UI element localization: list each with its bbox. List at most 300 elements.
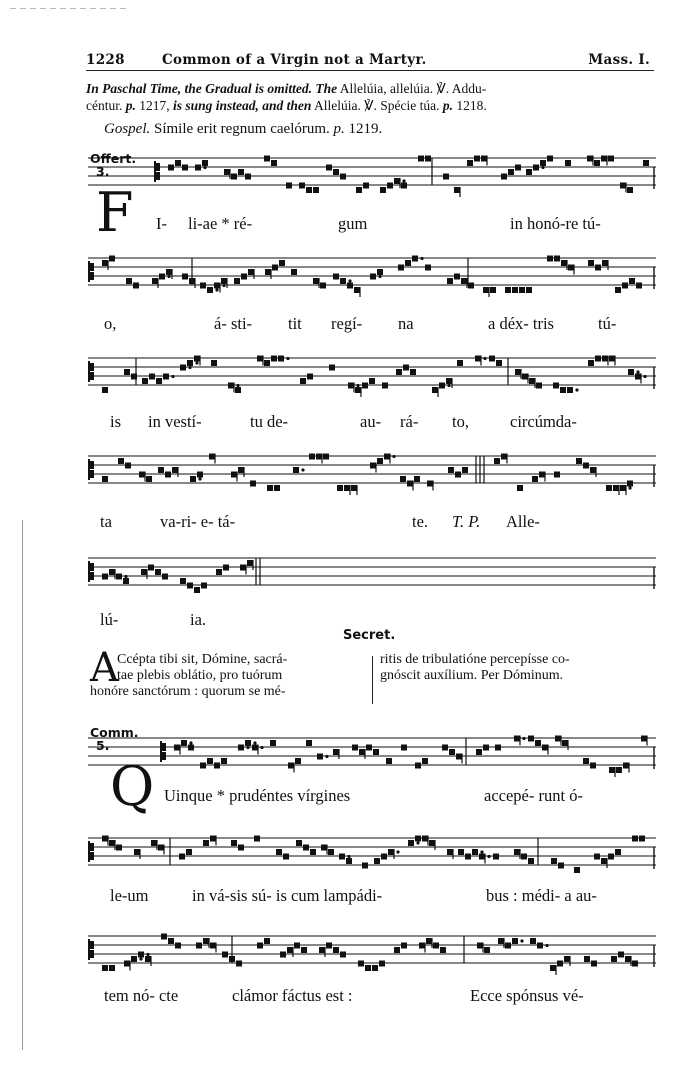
- mora-dot: [139, 957, 142, 960]
- neume-note: [627, 481, 633, 487]
- neume-note: [172, 467, 178, 473]
- lyric: tú-: [598, 314, 617, 333]
- mora-dot: [195, 361, 198, 364]
- neume-note: [124, 369, 130, 375]
- neume-note: [529, 378, 535, 384]
- neume-note: [535, 740, 541, 746]
- neume-note: [159, 274, 165, 280]
- offertory-initial: F: [96, 181, 134, 244]
- neume-note: [245, 174, 251, 180]
- lyric: tem nó- cte: [104, 986, 179, 1005]
- lyric: regí-: [331, 314, 363, 333]
- offertory-label-text: Offert.: [90, 151, 137, 166]
- neume-note: [151, 840, 157, 846]
- neume-note: [356, 187, 362, 193]
- neume-note: [145, 956, 151, 962]
- gospel-text: Símile erit regnum caelórum.: [150, 121, 334, 137]
- neume-note: [576, 458, 582, 464]
- neume-note: [109, 569, 115, 575]
- neume-note: [512, 287, 518, 293]
- neume-note: [152, 278, 158, 284]
- neume-note: [602, 356, 608, 362]
- neume-note: [287, 947, 293, 953]
- neume-note: [203, 938, 209, 944]
- neume-note: [270, 740, 276, 746]
- neume-note: [209, 454, 215, 460]
- neume-note: [403, 365, 409, 371]
- neume-note: [222, 952, 228, 958]
- neume-note: [359, 749, 365, 755]
- mora-dot: [416, 841, 419, 844]
- neume-note: [467, 160, 473, 166]
- neume-note: [496, 360, 502, 366]
- secret-right-line: ritis de tribulatióne percepísse co-: [380, 652, 570, 667]
- neume-note: [126, 278, 132, 284]
- neume-note: [595, 356, 601, 362]
- mora-dot: [260, 746, 263, 749]
- rubric-italic: is sung instead, and then: [173, 98, 312, 113]
- neume-note: [474, 156, 480, 162]
- neume-note: [175, 943, 181, 949]
- neume-note: [588, 260, 594, 266]
- neume-note: [333, 947, 339, 953]
- neume-note: [370, 274, 376, 280]
- neume-note: [116, 574, 122, 580]
- neume-note: [468, 283, 474, 289]
- neume-note: [181, 740, 187, 746]
- neume-note: [321, 845, 327, 851]
- neume-note: [550, 965, 556, 971]
- chant-staff-3: [88, 350, 656, 400]
- neume-note: [149, 374, 155, 380]
- mora-dot: [402, 179, 405, 182]
- page-number: 1228: [86, 52, 125, 68]
- neume-note: [433, 943, 439, 949]
- neume-note: [190, 476, 196, 482]
- neume-note: [188, 745, 194, 751]
- neume-note: [102, 836, 108, 842]
- neume-note: [238, 467, 244, 473]
- neume-note: [286, 183, 292, 189]
- mora-dot: [189, 741, 192, 744]
- neume-note: [442, 745, 448, 751]
- neume-note: [594, 160, 600, 166]
- neume-note: [472, 849, 478, 855]
- neume-note: [158, 845, 164, 851]
- neume-note: [398, 265, 404, 271]
- lyric: accepé- runt ó-: [484, 786, 583, 805]
- neume-note: [425, 265, 431, 271]
- neume-note: [632, 961, 638, 967]
- lyric: rá-: [400, 412, 419, 431]
- neume-note: [254, 836, 260, 842]
- neume-note: [447, 849, 453, 855]
- neume-note: [377, 269, 383, 275]
- lyric: te.: [412, 512, 429, 531]
- lyric: Ecce spónsus vé-: [470, 986, 584, 1005]
- neume-note: [131, 956, 137, 962]
- neume-note: [156, 378, 162, 384]
- neume-note: [276, 849, 282, 855]
- neume-note: [320, 283, 326, 289]
- neume-note: [400, 476, 406, 482]
- page-edge-line: [22, 520, 23, 1050]
- neume-note: [462, 467, 468, 473]
- neume-note: [272, 265, 278, 271]
- neume-note: [271, 160, 277, 166]
- neume-note: [180, 578, 186, 584]
- neume-note: [401, 745, 407, 751]
- lyric: is: [110, 412, 122, 431]
- neume-note: [238, 745, 244, 751]
- neume-note: [231, 174, 237, 180]
- neume-note: [517, 485, 523, 491]
- neume-note: [419, 943, 425, 949]
- neume-note: [629, 278, 635, 284]
- rubric-text: Allelúia. ℣. Spécie túa.: [311, 98, 443, 113]
- neume-note: [590, 467, 596, 473]
- neume-note: [377, 458, 383, 464]
- neume-note: [214, 283, 220, 289]
- neume-note: [229, 956, 235, 962]
- neume-note: [344, 485, 350, 491]
- neume-note: [554, 256, 560, 262]
- neume-note: [560, 387, 566, 393]
- neume-note: [530, 938, 536, 944]
- neume-note: [601, 156, 607, 162]
- neume-note: [587, 156, 593, 162]
- lyric: na: [398, 314, 414, 333]
- lyric: o,: [104, 314, 117, 333]
- neume-note: [250, 481, 256, 487]
- neume-note: [240, 565, 246, 571]
- neume-note: [257, 943, 263, 949]
- mora-dot: [396, 850, 399, 853]
- neume-note: [554, 472, 560, 478]
- neume-note: [427, 481, 433, 487]
- neume-note: [223, 565, 229, 571]
- neume-note: [210, 836, 216, 842]
- neume-note: [494, 458, 500, 464]
- neume-note: [608, 156, 614, 162]
- neume-note: [484, 947, 490, 953]
- neume-note: [583, 463, 589, 469]
- chant-staff-6: [88, 730, 656, 780]
- neume-note: [583, 758, 589, 764]
- mora-dot: [348, 279, 351, 282]
- neume-note: [454, 274, 460, 280]
- mora-dot: [253, 741, 256, 744]
- lyric: T. P.: [452, 512, 481, 531]
- neume-note: [307, 374, 313, 380]
- neume-note: [620, 485, 626, 491]
- secret-title: Secret.: [343, 628, 396, 643]
- rubric-text: 1218.: [453, 98, 487, 113]
- neume-note: [505, 287, 511, 293]
- neume-note: [326, 943, 332, 949]
- communion-initial: Q: [110, 755, 155, 818]
- neume-note: [557, 961, 563, 967]
- neume-note: [608, 854, 614, 860]
- neume-note: [210, 943, 216, 949]
- neume-note: [328, 849, 334, 855]
- neume-note: [319, 947, 325, 953]
- neume-note: [547, 156, 553, 162]
- neume-note: [203, 840, 209, 846]
- neume-note: [439, 383, 445, 389]
- gospel-label: Gospel.: [104, 121, 151, 137]
- neume-note: [628, 369, 634, 375]
- neume-note: [306, 740, 312, 746]
- neume-note: [329, 365, 335, 371]
- neume-note: [295, 758, 301, 764]
- lyric: á- sti-: [214, 314, 253, 333]
- neume-note: [394, 178, 400, 184]
- neume-note: [458, 849, 464, 855]
- neume-note: [279, 260, 285, 266]
- neume-note: [519, 287, 525, 293]
- neume-note: [201, 583, 207, 589]
- neume-note: [372, 965, 378, 971]
- neume-note: [447, 278, 453, 284]
- mora-dot: [420, 257, 423, 260]
- neume-note: [370, 463, 376, 469]
- neume-note: [138, 952, 144, 958]
- lyric: va-ri- e- tá-: [160, 512, 236, 531]
- neume-note: [207, 758, 213, 764]
- neume-note: [443, 174, 449, 180]
- neume-note: [526, 169, 532, 175]
- neume-note: [643, 160, 649, 166]
- neume-note: [348, 383, 354, 389]
- neume-note: [512, 938, 518, 944]
- neume-note: [175, 160, 181, 166]
- neume-note: [379, 961, 385, 967]
- mora-dot: [575, 388, 578, 391]
- neume-note: [131, 374, 137, 380]
- neume-note: [594, 854, 600, 860]
- mass-label: Mass. I.: [588, 52, 650, 68]
- lyric: le-um: [110, 886, 149, 905]
- neume-note: [280, 952, 286, 958]
- neume-note: [611, 956, 617, 962]
- rubric-italic: p.: [442, 98, 454, 113]
- neume-note: [102, 260, 108, 266]
- mora-dot: [124, 575, 127, 578]
- neume-note: [306, 187, 312, 193]
- neume-note: [369, 378, 375, 384]
- lyric: in vestí-: [148, 412, 202, 431]
- neume-note: [346, 858, 352, 864]
- neume-note: [595, 265, 601, 271]
- neume-note: [158, 467, 164, 473]
- neume-note: [365, 965, 371, 971]
- neume-note: [146, 476, 152, 482]
- neume-note: [533, 165, 539, 171]
- rubric-italic: In Paschal Time, the Gradual is omitted. The: [86, 81, 338, 96]
- mora-dot: [520, 939, 523, 942]
- neume-note: [271, 356, 277, 362]
- neume-note: [405, 260, 411, 266]
- offertory-number: 3.: [96, 164, 110, 179]
- neume-note: [565, 160, 571, 166]
- neume-note: [401, 943, 407, 949]
- neume-note: [547, 256, 553, 262]
- neume-note: [553, 383, 559, 389]
- neume-note: [457, 360, 463, 366]
- mora-dot: [480, 850, 483, 853]
- lyric: in vá-sis sú- is cum lampádi-: [192, 886, 383, 905]
- neume-note: [483, 287, 489, 293]
- neume-note: [489, 356, 495, 362]
- mora-dot: [236, 384, 239, 387]
- neume-note: [590, 763, 596, 769]
- mora-dot: [215, 288, 218, 291]
- neume-note: [537, 943, 543, 949]
- neume-note: [202, 160, 208, 166]
- neume-note: [615, 849, 621, 855]
- neume-note: [123, 578, 129, 584]
- neume-note: [528, 858, 534, 864]
- rubric-text: 1217,: [135, 98, 173, 113]
- neume-note: [337, 485, 343, 491]
- neume-note: [248, 269, 254, 275]
- gospel-line: [104, 121, 382, 138]
- neume-note: [465, 854, 471, 860]
- neume-note: [139, 472, 145, 478]
- neume-note: [540, 160, 546, 166]
- neume-note: [207, 287, 213, 293]
- neume-note: [231, 840, 237, 846]
- neume-note: [134, 849, 140, 855]
- neume-note: [429, 840, 435, 846]
- neume-note: [366, 745, 372, 751]
- neume-note: [584, 956, 590, 962]
- neume-note: [133, 283, 139, 289]
- secret-left-line: Ccépta tibi sit, Dómine, sacrá-: [117, 652, 288, 667]
- neume-note: [632, 836, 638, 842]
- neume-note: [333, 169, 339, 175]
- neume-note: [168, 938, 174, 944]
- neume-note: [481, 156, 487, 162]
- neume-note: [231, 472, 237, 478]
- mora-dot: [301, 468, 304, 471]
- mora-dot: [171, 375, 174, 378]
- neume-note: [109, 840, 115, 846]
- neume-note: [293, 467, 299, 473]
- neume-note: [234, 278, 240, 284]
- chant-staff-8: [88, 928, 656, 978]
- neume-note: [180, 365, 186, 371]
- chant-staff-7: [88, 830, 656, 880]
- lyric: au-: [360, 412, 382, 431]
- neume-note: [536, 383, 542, 389]
- neume-note: [591, 961, 597, 967]
- neume-note: [426, 938, 432, 944]
- neume-note: [182, 165, 188, 171]
- gospel-page-abbrev: p.: [333, 121, 345, 137]
- neume-note: [362, 863, 368, 869]
- secret-left-line: honóre sanctórum : quorum se mé-: [90, 684, 286, 699]
- neume-note: [340, 952, 346, 958]
- neume-note: [446, 378, 452, 384]
- column-separator: [372, 656, 373, 704]
- neume-note: [187, 360, 193, 366]
- neume-note: [102, 574, 108, 580]
- neume-note: [238, 169, 244, 175]
- neume-note: [412, 256, 418, 262]
- mora-dot: [188, 366, 191, 369]
- neume-note: [174, 745, 180, 751]
- lyric: Uinque * prudéntes vírgines: [164, 786, 351, 805]
- neume-note: [221, 278, 227, 284]
- neume-note: [380, 187, 386, 193]
- mora-dot: [541, 166, 544, 169]
- neume-note: [627, 187, 633, 193]
- neume-note: [195, 165, 201, 171]
- neume-note: [228, 383, 234, 389]
- neume-note: [514, 849, 520, 855]
- neume-note: [102, 476, 108, 482]
- neume-note: [613, 485, 619, 491]
- neume-note: [224, 169, 230, 175]
- neume-note: [238, 845, 244, 851]
- neume-note: [148, 565, 154, 571]
- lyric: gum: [338, 214, 368, 233]
- neume-note: [493, 854, 499, 860]
- page-title: Common of a Virgin not a Martyr.: [162, 52, 427, 68]
- neume-note: [618, 952, 624, 958]
- mora-dot: [246, 746, 249, 749]
- neume-note: [461, 278, 467, 284]
- neume-note: [396, 369, 402, 375]
- neume-note: [539, 472, 545, 478]
- neume-note: [182, 274, 188, 280]
- neume-note: [162, 574, 168, 580]
- neume-note: [381, 854, 387, 860]
- neume-note: [168, 165, 174, 171]
- neume-note: [432, 387, 438, 393]
- lyric: clámor fáctus est :: [232, 986, 353, 1005]
- secret-left-line: tae plebis oblátio, pro tuórum: [117, 668, 283, 683]
- neume-note: [363, 183, 369, 189]
- neume-note: [310, 849, 316, 855]
- neume-note: [373, 749, 379, 755]
- neume-note: [641, 736, 647, 742]
- header-rule: [86, 70, 654, 71]
- neume-note: [490, 287, 496, 293]
- neume-note: [384, 454, 390, 460]
- rubric-line-2: [86, 97, 658, 114]
- lyric: I-: [156, 214, 167, 233]
- neume-note: [564, 956, 570, 962]
- neume-note: [236, 961, 242, 967]
- lyric: in honó-re tú-: [510, 214, 601, 233]
- mora-dot: [286, 357, 289, 360]
- neume-note: [508, 169, 514, 175]
- neume-note: [296, 840, 302, 846]
- neume-note: [551, 858, 557, 864]
- neume-note: [456, 754, 462, 760]
- neume-note: [161, 934, 167, 940]
- mora-dot: [628, 486, 631, 489]
- neume-note: [602, 260, 608, 266]
- neume-note: [116, 845, 122, 851]
- neume-note: [125, 463, 131, 469]
- lyric: bus : médi- a au-: [486, 886, 597, 905]
- neume-note: [526, 287, 532, 293]
- neume-note: [601, 858, 607, 864]
